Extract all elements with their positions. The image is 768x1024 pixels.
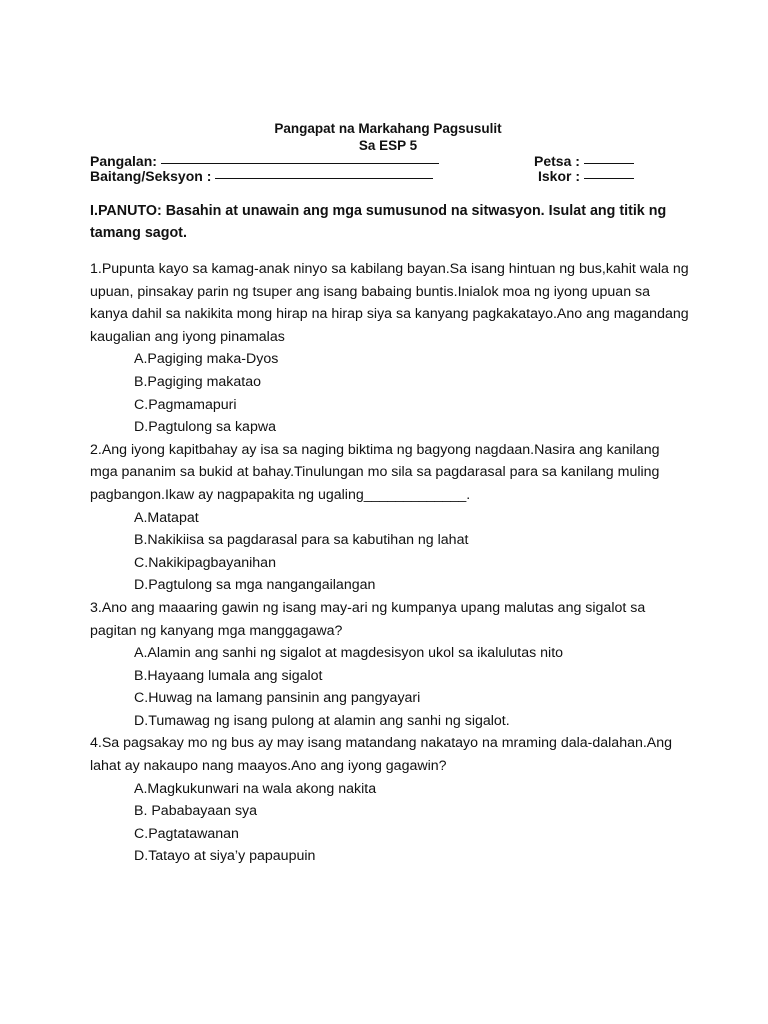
baitang-blank: [215, 178, 433, 179]
question-text: 2.Ang iyong kapitbahay ay isa sa naging biktima ng bagyong nagdaan.Nasira ang kanilang mga pananim sa bukid at bahay.Tinulungan mo sila sa pagdarasal para sa kanilang muling pagbangon.Ikaw ay nagpapakita ng ugaling_____________.: [90, 441, 660, 503]
choice-b: B.Hayaang lumala ang sigalot: [134, 667, 323, 684]
instructions: I.PANUTO: Basahin at unawain ang mga sumusunod na sitwasyon. Isulat ang titik ng tamang sagot.: [90, 203, 667, 241]
choice-b: B.Pagiging makatao: [134, 373, 261, 390]
pangalan-label: Pangalan:: [90, 153, 161, 169]
question-4: [90, 732, 690, 868]
iskor-blank: [584, 178, 634, 179]
choice-a: A.Matapat: [134, 509, 199, 526]
choice-d: D.Tatayo at siya’y papaupuin: [134, 848, 316, 865]
choice-b: B.Nakikiisa sa pagdarasal para sa kabutihan ng lahat: [134, 532, 469, 549]
choice-a: A.Alamin ang sanhi ng sigalot at magdesisyon ukol sa ikalulutas nito: [134, 645, 564, 662]
choice-d: D.Pagtulong sa mga nangangailangan: [134, 577, 376, 594]
choice-c: C.Pagtatawanan: [134, 825, 239, 842]
petsa-label: Petsa :: [534, 153, 584, 169]
petsa-blank: [584, 163, 634, 164]
choice-d: D.Pagtulong sa kapwa: [134, 419, 276, 436]
exam-title: [0, 120, 768, 154]
title-line-1: Pangapat na Markahang Pagsusulit: [274, 121, 502, 136]
question-list: [90, 258, 690, 868]
choice-a: A.Magkukunwari na wala akong nakita: [134, 780, 377, 797]
choice-c: C.Huwag na lamang pansinin ang pangyayari: [134, 690, 421, 707]
pangalan-blank: [161, 163, 439, 164]
question-2: [90, 439, 690, 597]
baitang-field: [90, 168, 433, 185]
title-line-2: Sa ESP 5: [358, 138, 418, 153]
question-text: 4.Sa pagsakay mo ng bus ay may isang matandang nakatayo na mraming dala-dalahan.Ang lahat ay nakaupo nang maayos.Ano ang iyong gagawin?: [90, 735, 673, 775]
choice-a: A.Pagiging maka-Dyos: [134, 351, 279, 368]
question-text: 3.Ano ang maaaring gawin ng isang may-ari ng kumpanya upang malutas ang sigalot sa pagitan ng kanyang mga manggagawa?: [90, 599, 646, 639]
question-1: [90, 258, 690, 439]
choice-b: B. Pababayaan sya: [134, 803, 258, 820]
choice-d: D.Tumawag ng isang pulong at alamin ang sanhi ng sigalot.: [134, 712, 510, 729]
choice-c: C.Nakikipagbayanihan: [134, 554, 276, 571]
baitang-label: Baitang/Seksyon :: [90, 168, 216, 184]
question-text: 1.Pupunta kayo sa kamag-anak ninyo sa kabilang bayan.Sa isang hintuan ng bus,kahit wala ng upuan, pinsakay parin ng tsuper ang isang babaing buntis.Inialok moa ng iyong upuan sa kanya dahil sa nakikita mong hirap na hirap siya sa kanyang pagkakatayo.Ano ang magandang kaugalian ang iyong pinamalas: [90, 261, 689, 345]
question-3: [90, 597, 690, 733]
choice-c: C.Pagmamapuri: [134, 396, 237, 413]
iskor-field: [538, 168, 634, 185]
iskor-label: Iskor :: [538, 168, 584, 184]
